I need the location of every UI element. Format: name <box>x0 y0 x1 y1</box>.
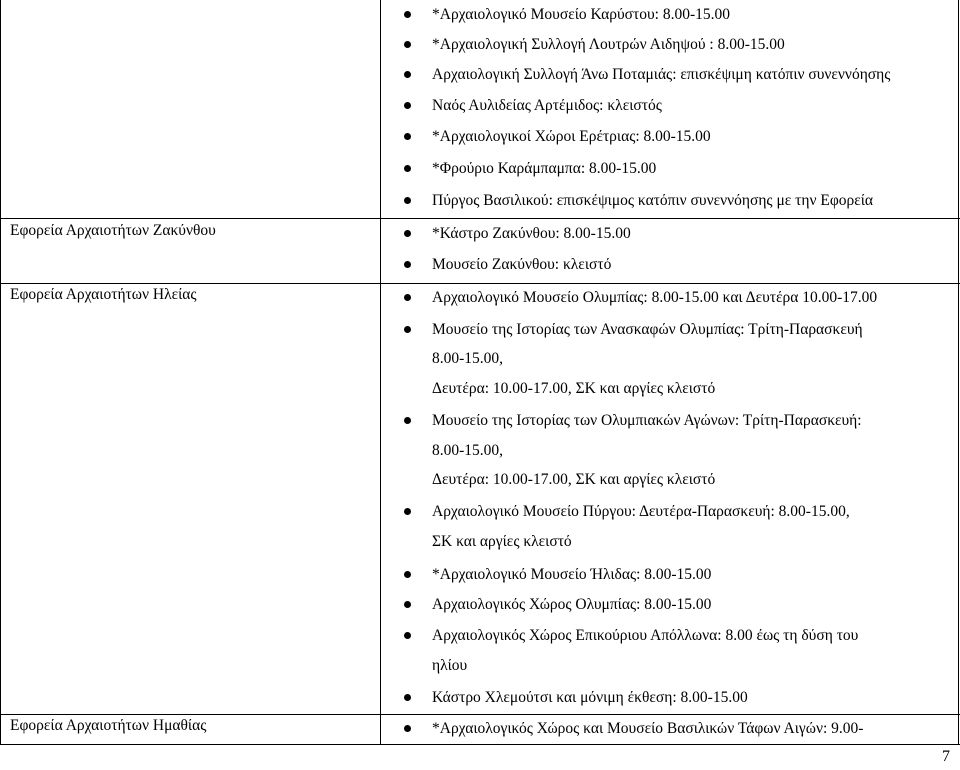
item-text: Αρχαιολογικό Μουσείο Πύργου: Δευτέρα-Παρασκευή: 8.00-15.00, <box>432 503 850 520</box>
bullet-icon <box>404 230 411 237</box>
bullet-icon <box>404 71 411 78</box>
bullet-icon <box>404 326 411 333</box>
item-text: Αρχαιολογική Συλλογή Άνω Ποταμιάς: επισκέψιμη κατόπιν συνεννόησης <box>432 66 891 83</box>
region-name: Εφορεία Αρχαιοτήτων Ημαθίας <box>10 717 207 734</box>
item-text: Μουσείο της Ιστορίας των Ολυμπιακών Αγώνων: Τρίτη-Παρασκευή: <box>432 412 862 429</box>
item-text-continuation: 8.00-15.00, <box>432 442 504 459</box>
bullet-icon <box>404 11 411 18</box>
item-text-continuation: 8.00-15.00, <box>432 350 504 367</box>
item-text-continuation: ηλίου <box>432 657 468 674</box>
bullet-icon <box>404 601 411 608</box>
table-bottom-border <box>0 744 960 745</box>
bullet-icon <box>404 694 411 701</box>
bullet-icon <box>404 261 411 268</box>
row-divider-3 <box>0 714 960 715</box>
item-text: Πύργος Βασιλικού: επισκέψιμος κατόπιν συνεννόησης με την Εφορεία <box>432 192 874 209</box>
item-text: *Αρχαιολογικοί Χώροι Ερέτριας: 8.00-15.00 <box>432 128 711 145</box>
item-text-continuation: ΣΚ και αργίες κλειστό <box>432 533 572 550</box>
table-left-border <box>0 0 1 745</box>
item-text: *Αρχαιολογικός Χώρος και Μουσείο Βασιλικών Τάφων Αιγών: 9.00- <box>432 720 864 737</box>
table-right-border <box>958 0 959 745</box>
item-text: Αρχαιολογικό Μουσείο Ολυμπίας: 8.00-15.00 και Δευτέρα 10.00-17.00 <box>432 289 878 306</box>
item-text: Ναός Αυλιδείας Αρτέμιδος: κλειστός <box>432 97 662 114</box>
bullet-icon <box>404 632 411 639</box>
region-name: Εφορεία Αρχαιοτήτων Ηλείας <box>10 286 197 303</box>
item-text: Αρχαιολογικός Χώρος Επικούριου Απόλλωνα: 8.00 έως τη δύση του <box>432 627 859 644</box>
bullet-icon <box>404 197 411 204</box>
bullet-icon <box>404 294 411 301</box>
item-text: Μουσείο Ζακύνθου: κλειστό <box>432 256 612 273</box>
bullet-icon <box>404 165 411 172</box>
item-text: Κάστρο Χλεμούτσι και μόνιμη έκθεση: 8.00-15.00 <box>432 689 748 706</box>
region-name: Εφορεία Αρχαιοτήτων Ζακύνθου <box>10 222 216 239</box>
item-text-continuation: Δευτέρα: 10.00-17.00, ΣΚ και αργίες κλειστό <box>432 380 716 397</box>
item-text-continuation: Δευτέρα: 10.00-17.00, ΣΚ και αργίες κλειστό <box>432 471 716 488</box>
item-text: *Κάστρο Ζακύνθου: 8.00-15.00 <box>432 225 631 242</box>
item-text: Αρχαιολογικός Χώρος Ολυμπίας: 8.00-15.00 <box>432 596 712 613</box>
bullet-icon <box>404 102 411 109</box>
item-text: Μουσείο της Ιστορίας των Ανασκαφών Ολυμπίας: Τρίτη-Παρασκευή <box>432 321 863 338</box>
page-number: 7 <box>942 748 950 765</box>
bullet-icon <box>404 725 411 732</box>
bullet-icon <box>404 417 411 424</box>
bullet-icon <box>404 133 411 140</box>
item-text: *Αρχαιολογικό Μουσείο Ήλιδας: 8.00-15.00 <box>432 566 712 583</box>
table-column-divider <box>380 0 381 745</box>
item-text: *Αρχαιολογικό Μουσείο Καρύστου: 8.00-15.00 <box>432 6 731 23</box>
bullet-icon <box>404 571 411 578</box>
item-text: *Φρούριο Καράμπαμπα: 8.00-15.00 <box>432 160 657 177</box>
item-text: *Αρχαιολογική Συλλογή Λουτρών Αιδηψού : 8.00-15.00 <box>432 36 785 53</box>
bullet-icon <box>404 41 411 48</box>
bullet-icon <box>404 508 411 515</box>
row-divider-2 <box>0 283 960 284</box>
row-divider-1 <box>0 218 960 219</box>
